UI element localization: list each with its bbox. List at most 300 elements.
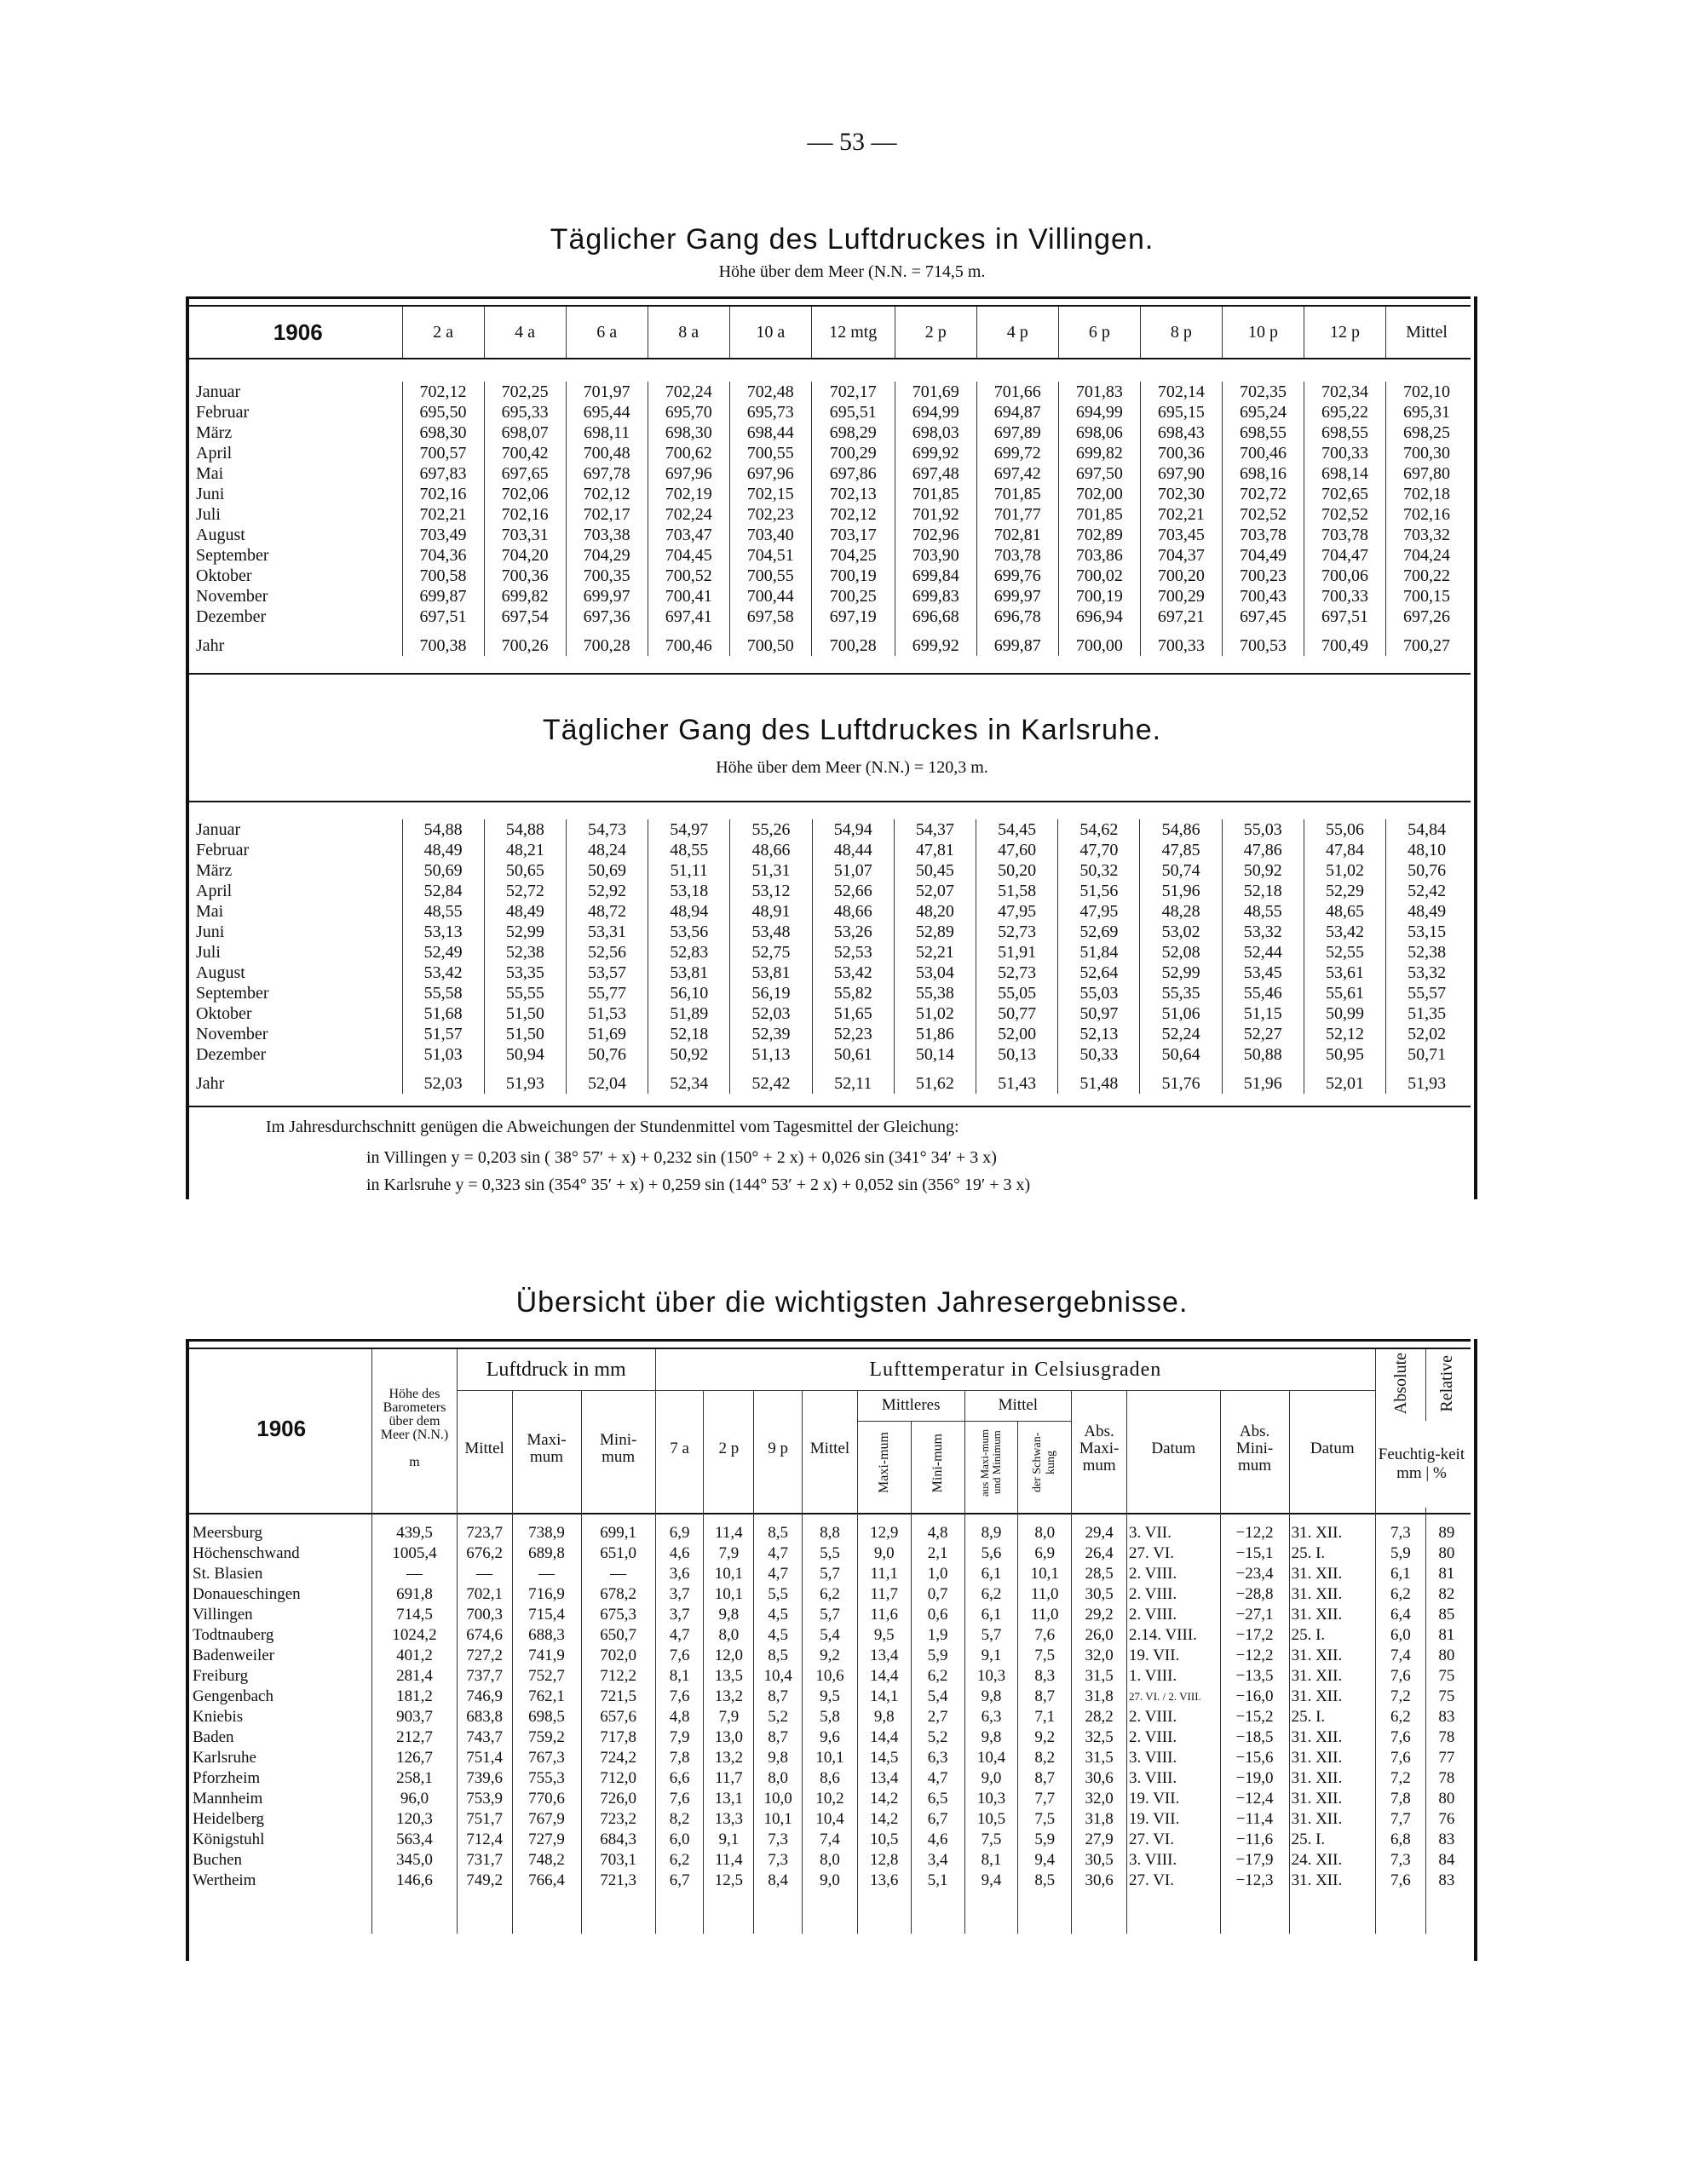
month-label [194,1024,402,1044]
summary-cell: 8,5 [754,1523,803,1543]
summary-cell: 29,4 [1072,1523,1127,1543]
value-cell: 703,47 [648,525,729,545]
summary-cell: 751,7 [457,1809,512,1830]
summary-cell: 7,6 [1375,1727,1425,1748]
summary-cell: 10,5 [964,1809,1018,1830]
value-cell: 698,11 [566,422,648,443]
value-cell: 48,28 [1140,901,1222,922]
value-cell: 697,83 [402,463,484,484]
value-cell: 54,45 [976,819,1058,840]
value-cell: 52,99 [1140,963,1222,983]
summary-cell: 2. VIII. [1127,1707,1220,1727]
summary-cell: 751,4 [457,1748,512,1768]
summary-cell: 1,0 [911,1564,964,1584]
summary-cell: 674,6 [457,1625,512,1646]
summary-cell: 8,7 [754,1687,803,1707]
month-name: September [196,546,269,565]
summary-cell: 8,2 [655,1809,704,1830]
value-cell: 55,82 [812,983,894,1003]
summary-cell: 6,7 [911,1809,964,1830]
summary-cell: 5,6 [964,1543,1018,1564]
value-cell: 51,06 [1140,1003,1222,1024]
value-cell: 697,96 [729,463,811,484]
value-cell: 704,29 [566,545,648,566]
month-name: Juni [196,485,225,503]
summary-cell: 76 [1425,1809,1467,1830]
value-cell: 48,91 [730,901,812,922]
value-cell: 54,37 [894,819,976,840]
lufttemp-header: Lufttemperatur in Celsiusgraden [655,1349,1375,1390]
summary-cell: 755,3 [512,1768,581,1789]
summary-cell: 7,2 [1375,1687,1425,1707]
value-cell: 50,97 [1058,1003,1140,1024]
summary-cell: 181,2 [372,1687,457,1707]
summary-cell: 31. XII. [1289,1564,1375,1584]
value-cell: 703,45 [1140,525,1222,545]
table-row [194,566,1467,586]
year-value: 700,27 [1386,635,1467,656]
month-label [194,545,402,566]
summary-cell: 746,9 [457,1687,512,1707]
value-cell: 698,03 [895,422,976,443]
value-cell: 700,33 [1304,586,1386,606]
value-cell: 697,90 [1140,463,1222,484]
value-cell: 698,55 [1222,422,1304,443]
value-cell: 52,84 [402,881,484,901]
summary-cell: 30,6 [1072,1768,1127,1789]
value-cell: 52,75 [730,942,812,963]
summary-cell: 723,2 [581,1809,655,1830]
station-row [191,1707,1467,1727]
value-cell: 697,89 [976,422,1058,443]
summary-cell: 31,5 [1072,1748,1127,1768]
value-cell: 702,24 [648,382,729,402]
hour-header: 8 p [1140,307,1222,358]
summary-cell: 9,8 [857,1707,911,1727]
year-value: 51,93 [484,1073,566,1094]
value-cell: 694,99 [1058,402,1140,422]
value-cell: 702,23 [729,504,811,525]
value-cell: 697,41 [648,606,729,627]
summary-cell: 25. I. [1289,1625,1375,1646]
year-value: 51,48 [1058,1073,1140,1094]
summary-cell: 31. XII. [1289,1809,1375,1830]
summary-cell: 10,4 [754,1666,803,1687]
relative-header [1425,1349,1467,1421]
summary-cell: 5,1 [911,1871,964,1891]
summary-cell: 81 [1425,1564,1467,1584]
station-row [191,1748,1467,1768]
month-label [194,860,402,881]
summary-cell: 753,9 [457,1789,512,1809]
value-cell: 51,65 [812,1003,894,1024]
station-row [191,1727,1467,1748]
summary-cell: 10,3 [964,1789,1018,1809]
value-cell: 701,85 [895,484,976,504]
value-cell: 695,73 [729,402,811,422]
year-row [194,635,1467,656]
value-cell: 53,81 [648,963,730,983]
summary-cell: 81 [1425,1625,1467,1646]
summary-cell: 32,5 [1072,1727,1127,1748]
value-cell: 50,13 [976,1044,1058,1065]
feuchtigkeit-label: Feuchtig-keit [1378,1445,1465,1463]
month-label [194,504,402,525]
value-cell: 697,21 [1140,606,1222,627]
summary-cell: 6,2 [655,1850,704,1871]
summary-cell: 7,6 [1375,1666,1425,1687]
summary-cell: 9,8 [964,1727,1018,1748]
value-cell: 695,44 [566,402,648,422]
summary-cell: 7,5 [1018,1646,1072,1666]
summary-cell: 31. XII. [1289,1523,1375,1543]
value-cell: 698,25 [1386,422,1467,443]
value-cell: 52,03 [730,1003,812,1024]
summary-cell: 13,4 [857,1768,911,1789]
t-2p: 2 p [704,1390,754,1508]
summary-cell: 3,6 [655,1564,704,1584]
summary-cell: 30,5 [1072,1850,1127,1871]
summary-cell: 27. VI. [1127,1871,1220,1891]
value-cell: 701,92 [895,504,976,525]
value-cell: 53,48 [730,922,812,942]
summary-cell: 7,7 [1018,1789,1072,1809]
villingen-table [194,307,1467,656]
value-cell: 52,12 [1304,1024,1385,1044]
value-cell: 700,62 [648,443,729,463]
summary-cell: 9,4 [1018,1850,1072,1871]
page-number: — 53 — [807,128,897,156]
table-row [194,422,1467,443]
summary-cell: 401,2 [372,1646,457,1666]
summary-cell: 7,3 [754,1830,803,1850]
summary-cell: 11,4 [704,1850,754,1871]
summary-cell: 651,0 [581,1543,655,1564]
summary-cell: 7,4 [1375,1646,1425,1666]
table-row [194,504,1467,525]
summary-cell: 80 [1425,1646,1467,1666]
value-cell: 50,45 [894,860,976,881]
value-cell: 700,30 [1386,443,1467,463]
rule [189,296,1471,299]
value-cell: 704,49 [1222,545,1304,566]
hour-header: 2 a [402,307,484,358]
value-cell: 703,90 [895,545,976,566]
summary-cell: 6,3 [911,1748,964,1768]
value-cell: 702,72 [1222,484,1304,504]
value-cell: 56,10 [648,983,730,1003]
ld-maxi: Maxi-mum [512,1390,581,1508]
year-value: 51,93 [1386,1073,1467,1094]
station-name: Mannheim [193,1790,263,1808]
summary-cell: 8,4 [754,1871,803,1891]
value-cell: 52,24 [1140,1024,1222,1044]
summary-cell: 3. VIII. [1127,1850,1220,1871]
summary-cell: 0,7 [911,1584,964,1605]
summary-cell: −28,8 [1220,1584,1289,1605]
value-cell: 53,12 [730,881,812,901]
value-cell: 54,73 [566,819,648,840]
summary-cell: 11,6 [857,1605,911,1625]
value-cell: 51,57 [402,1024,484,1044]
value-cell: 52,00 [976,1024,1058,1044]
summary-cell: 7,7 [1375,1809,1425,1830]
value-cell: 55,26 [730,819,812,840]
value-cell: 698,14 [1304,463,1386,484]
value-cell: 51,02 [1304,860,1385,881]
summary-cell: 75 [1425,1666,1467,1687]
karlsruhe-title: Täglicher Gang des Luftdruckes in Karlsruhe. [542,714,1162,746]
value-cell: 53,56 [648,922,730,942]
summary-cell: 727,9 [512,1830,581,1850]
value-cell: 700,36 [1140,443,1222,463]
formula-intro: Im Jahresdurchschnitt genügen die Abweichungen der Stundenmittel vom Tagesmittel der Gleichung: [266,1118,959,1136]
value-cell: 702,16 [402,484,484,504]
value-cell: 702,48 [729,382,811,402]
summary-cell: 8,8 [803,1523,858,1543]
absolute-label: Absolute [1390,1352,1410,1415]
value-cell: 48,65 [1304,901,1385,922]
summary-cell: 699,1 [581,1523,655,1543]
summary-cell: 675,3 [581,1605,655,1625]
value-cell: 697,80 [1386,463,1467,484]
value-cell: 50,69 [402,860,484,881]
summary-cell: 25. I. [1289,1707,1375,1727]
mittl-min [911,1421,964,1508]
summary-cell: 8,5 [754,1646,803,1666]
summary-cell: 712,0 [581,1768,655,1789]
value-cell: 53,45 [1222,963,1304,983]
summary-cell: 9,5 [857,1625,911,1646]
value-cell: 53,35 [484,963,566,983]
value-cell: 52,69 [1058,922,1140,942]
summary-cell: 6,8 [1375,1830,1425,1850]
rule [189,801,1471,802]
station-name: Wertheim [193,1871,256,1889]
value-cell: 52,29 [1304,881,1385,901]
table-row [194,1044,1467,1065]
hour-header: 6 a [566,307,648,358]
summary-cell: 31. XII. [1289,1687,1375,1707]
value-cell: 702,34 [1304,382,1386,402]
ld-mini: Mini-mum [581,1390,655,1508]
summary-cell: 6,2 [1375,1707,1425,1727]
value-cell: 54,88 [484,819,566,840]
value-cell: 56,19 [730,983,812,1003]
value-cell: 699,82 [484,586,566,606]
value-cell: 48,10 [1386,840,1467,860]
value-cell: 50,94 [484,1044,566,1065]
value-cell: 53,18 [648,881,730,901]
summary-cell: 83 [1425,1830,1467,1850]
summary-cell: 5,2 [911,1727,964,1748]
month-label [194,819,402,840]
value-cell: 702,15 [729,484,811,504]
summary-cell: 712,4 [457,1830,512,1850]
year-value: 700,50 [729,635,811,656]
value-cell: 698,29 [811,422,895,443]
year-value: 51,76 [1140,1073,1222,1094]
value-cell: 52,23 [812,1024,894,1044]
summary-cell: 27. VI. [1127,1830,1220,1850]
value-cell: 51,86 [894,1024,976,1044]
summary-cell: 7,9 [655,1727,704,1748]
summary-cell: 30,6 [1072,1871,1127,1891]
value-cell: 47,85 [1140,840,1222,860]
summary-cell: 2.14. VIII. [1127,1625,1220,1646]
value-cell: 697,51 [1304,606,1386,627]
villingen-title: Täglicher Gang des Luftdruckes in Villingen. [550,223,1154,256]
table-row [194,586,1467,606]
station-name: Höchenschwand [193,1544,300,1562]
summary-cell: 9,8 [964,1687,1018,1707]
summary-cell: 146,6 [372,1871,457,1891]
month-label [194,1044,402,1065]
summary-cell: 8,0 [803,1850,858,1871]
value-cell: 52,38 [484,942,566,963]
value-cell: 52,21 [894,942,976,963]
value-cell: 54,84 [1386,819,1467,840]
summary-cell: 5,8 [803,1707,858,1727]
year-value: 700,28 [566,635,648,656]
month-label [194,942,402,963]
summary-cell: 726,0 [581,1789,655,1809]
station-row [191,1768,1467,1789]
summary-cell: 657,6 [581,1707,655,1727]
summary-cell: 9,0 [964,1768,1018,1789]
month-name: April [196,444,233,463]
value-cell: 700,52 [648,566,729,586]
value-cell: 699,97 [976,586,1058,606]
summary-cell: −27,1 [1220,1605,1289,1625]
summary-cell: 31. XII. [1289,1789,1375,1809]
value-cell: 700,44 [729,586,811,606]
summary-cell: 738,9 [512,1523,581,1543]
summary-cell: 82 [1425,1584,1467,1605]
summary-cell: 676,2 [457,1543,512,1564]
summary-cell: −11,6 [1220,1830,1289,1850]
summary-cell: 83 [1425,1871,1467,1891]
table-row [194,901,1467,922]
summary-cell: 10,4 [803,1809,858,1830]
value-cell: 51,68 [402,1003,484,1024]
value-cell: 51,69 [566,1024,648,1044]
table-row [194,545,1467,566]
value-cell: 55,57 [1386,983,1467,1003]
station-row [191,1523,1467,1543]
summary-cell: 29,2 [1072,1605,1127,1625]
value-cell: 55,03 [1222,819,1304,840]
station-name: Gengenbach [193,1687,273,1705]
summary-cell: 32,0 [1072,1646,1127,1666]
summary-cell: 80 [1425,1789,1467,1809]
value-cell: 698,06 [1058,422,1140,443]
station-name: Meersburg [193,1524,262,1542]
summary-cell: −17,2 [1220,1625,1289,1646]
value-cell: 53,42 [402,963,484,983]
table-row [194,484,1467,504]
station-row [191,1871,1467,1891]
summary-cell: 8,6 [803,1768,858,1789]
month-label [194,1003,402,1024]
value-cell: 700,42 [484,443,566,463]
summary-cell: 678,2 [581,1584,655,1605]
summary-cell: −11,4 [1220,1809,1289,1830]
value-cell: 703,78 [1222,525,1304,545]
summary-cell: 7,3 [1375,1523,1425,1543]
summary-cell: 9,4 [964,1871,1018,1891]
value-cell: 50,65 [484,860,566,881]
month-name: November [196,1025,268,1043]
summary-cell: 31,8 [1072,1687,1127,1707]
table-row [194,463,1467,484]
mittel2-header: Mittel [964,1390,1072,1421]
datum-header: Datum [1127,1390,1220,1508]
value-cell: 50,92 [1222,860,1304,881]
hour-header: 10 p [1222,307,1304,358]
value-cell: 700,02 [1058,566,1140,586]
summary-cell: 7,6 [655,1646,704,1666]
value-cell: 50,61 [812,1044,894,1065]
value-cell: 702,24 [648,504,729,525]
value-cell: 55,58 [402,983,484,1003]
summary-cell: 32,0 [1072,1789,1127,1809]
summary-cell: 716,9 [512,1584,581,1605]
value-cell: 699,72 [976,443,1058,463]
value-cell: 704,20 [484,545,566,566]
summary-cell: 2. VIII. [1127,1727,1220,1748]
summary-cell: 903,7 [372,1707,457,1727]
summary-cell: 10,5 [857,1830,911,1850]
summary-cell: 691,8 [372,1584,457,1605]
value-cell: 698,44 [729,422,811,443]
summary-cell: 26,0 [1072,1625,1127,1646]
value-cell: 52,92 [566,881,648,901]
summary-cell: 78 [1425,1768,1467,1789]
value-cell: 701,69 [895,382,976,402]
month-name: Februar [196,403,250,422]
summary-cell: 6,3 [964,1707,1018,1727]
value-cell: 699,92 [895,443,976,463]
summary-cell: 7,4 [803,1830,858,1850]
value-cell: 701,83 [1058,382,1140,402]
value-cell: 52,53 [812,942,894,963]
summary-cell: −12,2 [1220,1523,1289,1543]
summary-cell: — [372,1564,457,1584]
value-cell: 700,19 [1058,586,1140,606]
month-label [194,402,402,422]
value-cell: 52,38 [1386,942,1467,963]
month-label [194,840,402,860]
summary-cell: 9,0 [803,1871,858,1891]
summary-cell: −18,5 [1220,1727,1289,1748]
value-cell: 699,84 [895,566,976,586]
year-value: 52,11 [812,1073,894,1094]
value-cell: 698,16 [1222,463,1304,484]
summary-cell: 7,6 [1018,1625,1072,1646]
value-cell: 52,18 [648,1024,730,1044]
value-cell: 52,08 [1140,942,1222,963]
value-cell: 703,17 [811,525,895,545]
summary-cell: 7,1 [1018,1707,1072,1727]
summary-cell: 3,4 [911,1850,964,1871]
value-cell: 700,15 [1386,586,1467,606]
value-cell: 695,24 [1222,402,1304,422]
summary-cell: 1024,2 [372,1625,457,1646]
summary-cell: 10,4 [964,1748,1018,1768]
summary-cell: 13,1 [704,1789,754,1809]
summary-cell: 14,4 [857,1666,911,1687]
